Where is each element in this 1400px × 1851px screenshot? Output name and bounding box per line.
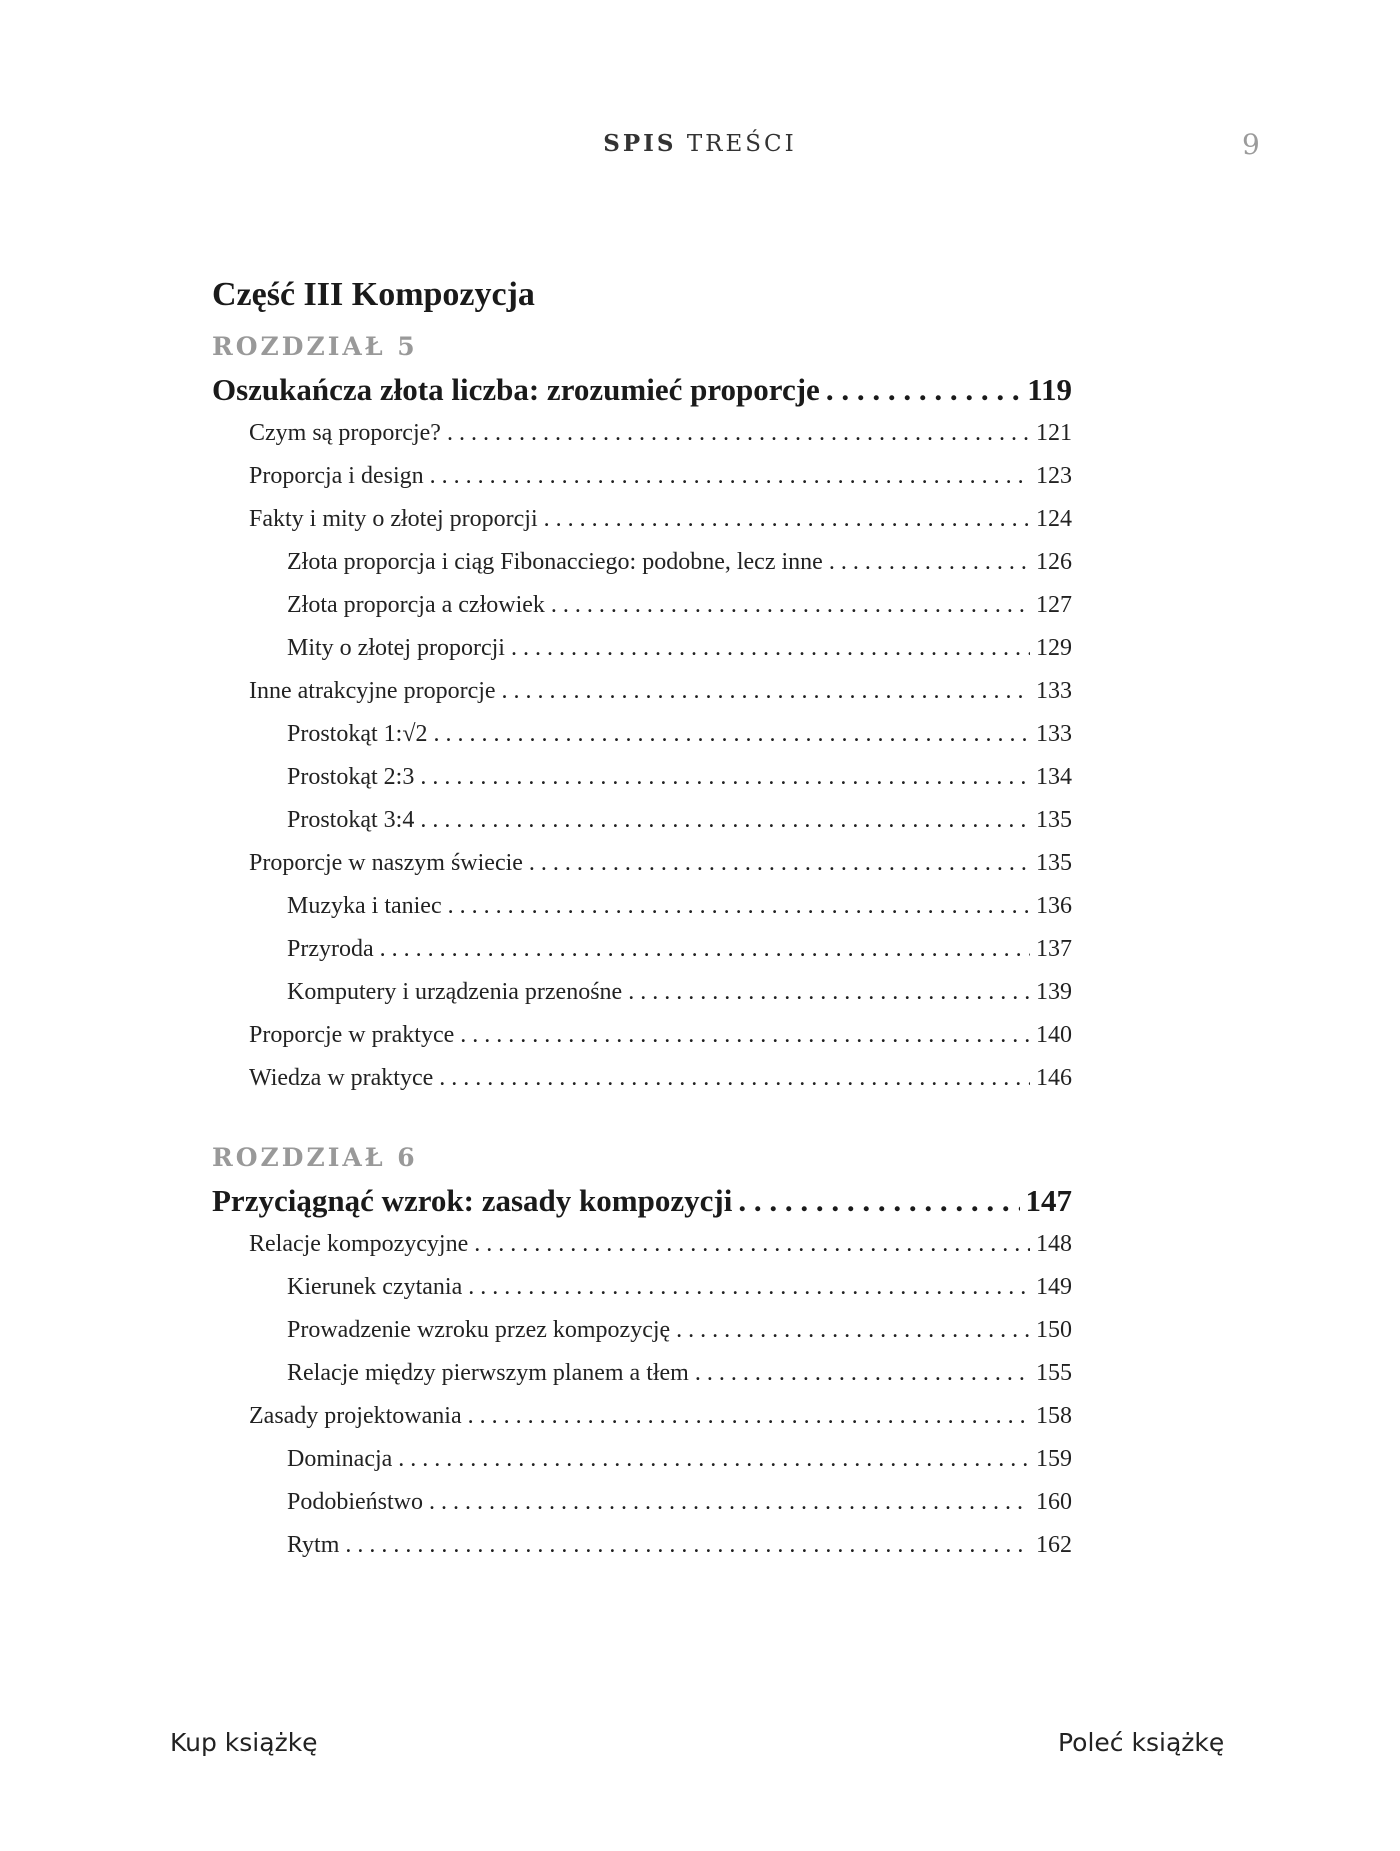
- running-head: [300, 130, 1100, 157]
- entry-title: Mity o złotej proporcji: [287, 635, 505, 661]
- toc-subentry: [212, 971, 1072, 1014]
- dot-leader: [380, 928, 1030, 971]
- entry-page: 133: [1036, 678, 1072, 704]
- toc-entry: [212, 498, 1072, 541]
- chapter-5-block: [212, 325, 1072, 1100]
- chapter-title: Oszukańcza złota liczba: zrozumieć proporcje: [212, 372, 820, 407]
- entry-page: 159: [1036, 1446, 1072, 1472]
- entry-page: 146: [1036, 1065, 1072, 1091]
- toc-subentry: [212, 1481, 1072, 1524]
- dot-leader: [829, 541, 1030, 584]
- entry-title: Prostokąt 2:3: [287, 764, 415, 790]
- dot-leader: [434, 713, 1030, 756]
- toc-entry: [212, 670, 1072, 713]
- dot-leader: [398, 1438, 1030, 1481]
- entry-title: Dominacja: [287, 1446, 393, 1472]
- running-head-rest: TREŚCI: [686, 131, 797, 157]
- toc-subentry: [212, 1438, 1072, 1481]
- toc-subentry: [212, 541, 1072, 584]
- entry-page: 149: [1036, 1274, 1072, 1300]
- entry-page: 134: [1036, 764, 1072, 790]
- dot-leader: [468, 1266, 1030, 1309]
- entry-title: Prowadzenie wzroku przez kompozycję: [287, 1317, 671, 1343]
- entry-title: Podobieństwo: [287, 1489, 424, 1515]
- entry-title: Relacje kompozycyjne: [249, 1231, 469, 1257]
- toc-subentry: [212, 713, 1072, 756]
- entry-title: Przyroda: [287, 936, 374, 962]
- chapter-page: 147: [1025, 1183, 1072, 1218]
- entry-title: Proporcje w naszym świecie: [249, 850, 523, 876]
- entry-page: 121: [1036, 420, 1072, 446]
- entry-title: Fakty i mity o złotej proporcji: [249, 506, 538, 532]
- entry-title: Inne atrakcyjne proporcje: [249, 678, 496, 704]
- entry-title: Złota proporcja i ciąg Fibonacciego: podobne, lecz inne: [287, 549, 823, 575]
- dot-leader: [502, 670, 1030, 713]
- toc-subentry: [212, 627, 1072, 670]
- buy-book-link[interactable]: Kup książkę: [170, 1728, 318, 1757]
- part-title: Część III Kompozycja: [212, 276, 535, 313]
- toc-subentry: [212, 584, 1072, 627]
- entry-page: 123: [1036, 463, 1072, 489]
- entry-page: 135: [1036, 807, 1072, 833]
- entry-page: 162: [1036, 1532, 1072, 1558]
- entry-page: 158: [1036, 1403, 1072, 1429]
- dot-leader: [826, 368, 1021, 412]
- chapter-label: ROZDZIAŁ 5: [212, 332, 418, 361]
- dot-leader: [439, 1057, 1030, 1100]
- entry-page: 137: [1036, 936, 1072, 962]
- entry-page: 124: [1036, 506, 1072, 532]
- entry-title: Muzyka i taniec: [287, 893, 442, 919]
- dot-leader: [676, 1309, 1030, 1352]
- chapter-6-block: [212, 1136, 1072, 1567]
- toc-subentry: [212, 885, 1072, 928]
- entry-page: 139: [1036, 979, 1072, 1005]
- dot-leader: [544, 498, 1030, 541]
- dot-leader: [628, 971, 1030, 1014]
- entry-title: Rytm: [287, 1532, 340, 1558]
- recommend-book-link[interactable]: Poleć książkę: [1058, 1728, 1225, 1757]
- chapter-title-row: [212, 1179, 1072, 1223]
- entry-page: 148: [1036, 1231, 1072, 1257]
- toc-subentry: [212, 1309, 1072, 1352]
- dot-leader: [551, 584, 1030, 627]
- toc-entry: [212, 1395, 1072, 1438]
- chapter-title: Przyciągnąć wzrok: zasady kompozycji: [212, 1183, 733, 1218]
- entry-title: Zasady projektowania: [249, 1403, 462, 1429]
- dot-leader: [429, 1481, 1030, 1524]
- toc-entry: [212, 842, 1072, 885]
- dot-leader: [420, 799, 1030, 842]
- dot-leader: [447, 412, 1030, 455]
- toc-subentry: [212, 928, 1072, 971]
- toc-subentry: [212, 799, 1072, 842]
- chapter-page: 119: [1027, 372, 1072, 407]
- entry-title: Proporcje w praktyce: [249, 1022, 455, 1048]
- toc-subentry: [212, 1266, 1072, 1309]
- entry-page: 140: [1036, 1022, 1072, 1048]
- entry-title: Czym są proporcje?: [249, 420, 441, 446]
- toc-entry: [212, 1014, 1072, 1057]
- dot-leader: [460, 1014, 1030, 1057]
- entry-title: Prostokąt 1:√2: [287, 721, 428, 747]
- entry-title: Kierunek czytania: [287, 1274, 463, 1300]
- toc-entry: [212, 1057, 1072, 1100]
- entry-title: Wiedza w praktyce: [249, 1065, 434, 1091]
- entry-page: 127: [1036, 592, 1072, 618]
- dot-leader: [448, 885, 1030, 928]
- page-number: 9: [1242, 128, 1260, 161]
- toc-entry: [212, 1223, 1072, 1266]
- entry-title: Prostokąt 3:4: [287, 807, 415, 833]
- chapter-label: ROZDZIAŁ 6: [212, 1143, 418, 1172]
- dot-leader: [511, 627, 1030, 670]
- toc-subentry: [212, 1524, 1072, 1567]
- entry-page: 133: [1036, 721, 1072, 747]
- running-head-bold: SPIS: [603, 130, 677, 157]
- dot-leader: [468, 1395, 1030, 1438]
- dot-leader: [420, 756, 1030, 799]
- dot-leader: [529, 842, 1030, 885]
- entry-title: Proporcja i design: [249, 463, 424, 489]
- dot-leader: [738, 1179, 1019, 1223]
- toc-subentry: [212, 1352, 1072, 1395]
- entry-page: 150: [1036, 1317, 1072, 1343]
- dot-leader: [345, 1524, 1030, 1567]
- chapter-title-row: [212, 368, 1072, 412]
- entry-page: 129: [1036, 635, 1072, 661]
- toc-subentry: [212, 756, 1072, 799]
- toc-entry: [212, 412, 1072, 455]
- toc-entry: [212, 455, 1072, 498]
- entry-title: Relacje między pierwszym planem a tłem: [287, 1360, 689, 1386]
- entry-page: 126: [1036, 549, 1072, 575]
- entry-page: 160: [1036, 1489, 1072, 1515]
- entry-title: Komputery i urządzenia przenośne: [287, 979, 623, 1005]
- dot-leader: [474, 1223, 1030, 1266]
- entry-page: 155: [1036, 1360, 1072, 1386]
- dot-leader: [695, 1352, 1030, 1395]
- dot-leader: [430, 455, 1030, 498]
- entry-title: Złota proporcja a człowiek: [287, 592, 545, 618]
- entry-page: 135: [1036, 850, 1072, 876]
- entry-page: 136: [1036, 893, 1072, 919]
